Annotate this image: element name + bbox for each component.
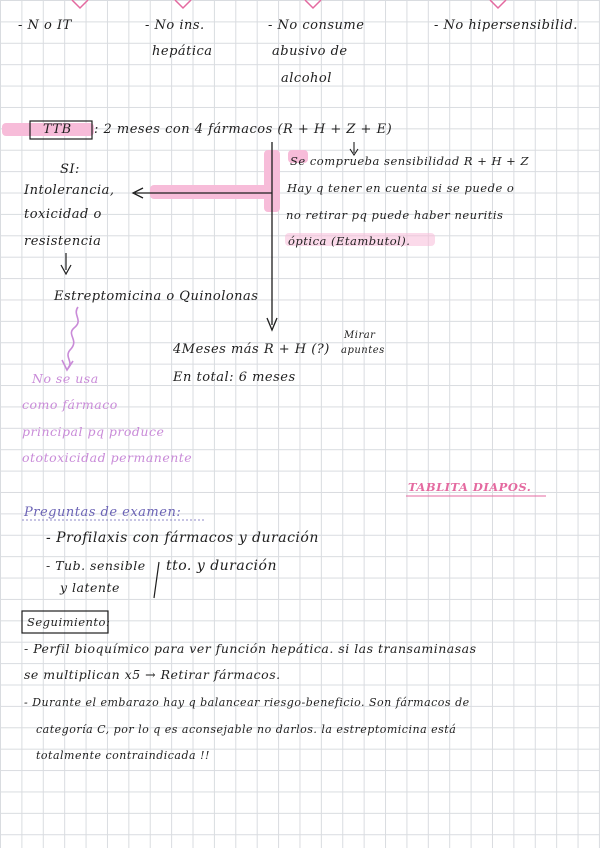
right-line-3: no retirar pq puede haber neuritis	[286, 208, 504, 222]
no-consume-3: alcohol	[281, 71, 332, 86]
total-line: En total: 6 meses	[173, 370, 296, 385]
note-line-4: ototoxicidad permanente	[22, 450, 193, 465]
ttb-label: TTB	[43, 122, 72, 137]
seg-p1-line-2: se multiplican x5 → Retirar fármacos.	[24, 667, 281, 682]
no-consume-2: abusivo de	[272, 44, 348, 59]
squiggle-arrow-head	[62, 360, 73, 370]
arrow-fragment-4	[490, 0, 506, 8]
no-ins-1: - No ins.	[145, 18, 205, 33]
right-line-4: óptica (Etambutol).	[288, 234, 411, 248]
arrow-fragment-1	[72, 0, 88, 8]
arrow-fragment-2	[175, 0, 191, 8]
no-ins-2: hepática	[152, 44, 213, 59]
right-line-2: Hay q tener en cuenta si se puede o	[287, 181, 515, 195]
tablita-diapos: TABLITA DIAPOS.	[408, 480, 532, 494]
preguntas-item-2: - Tub. sensible	[46, 558, 146, 573]
seg-p1-line-1: - Perfil bioquímico para ver función hepática. si las transaminasas	[24, 641, 477, 656]
si-label: SI:	[60, 162, 80, 177]
si-line-3: resistencia	[24, 234, 102, 249]
si-line-1: Intolerancia,	[24, 183, 115, 198]
seg-p2-line-1: - Durante el embarazo hay q balancear riesgo-beneficio. Son fármacos de	[24, 696, 470, 709]
preguntas-trat: tto. y duración	[166, 558, 277, 574]
bracket-slash	[154, 562, 159, 598]
note-line-3: principal pq produce	[22, 424, 165, 439]
seg-p2-line-3: totalmente contraindicada !!	[36, 749, 210, 762]
no-consume-1: - No consume	[268, 18, 365, 33]
right-line-1: Se comprueba sensibilidad R + H + Z	[290, 154, 529, 168]
note-line-1: No se usa	[32, 371, 99, 386]
no-it: - N o IT	[18, 18, 72, 33]
preguntas-item-1: - Profilaxis con fármacos y duración	[46, 530, 319, 546]
note-line-2: como fármaco	[22, 397, 118, 412]
ttb-text: : 2 meses con 4 fármacos (R + H + Z + E)	[94, 122, 393, 137]
arrow-fragment-3	[305, 0, 321, 8]
mirar-1: Mirar	[344, 330, 376, 341]
seg-p2-line-2: categoría C, por lo q es aconsejable no darlos. la estreptomicina está	[36, 723, 457, 736]
seguimiento-title: Seguimiento:	[27, 615, 111, 629]
preguntas-title: Preguntas de examen:	[24, 505, 182, 520]
no-hiper: - No hipersensibilid.	[434, 18, 578, 33]
si-line-2: toxicidad o	[24, 207, 102, 222]
alt-treatment: Estreptomicina o Quinolonas	[54, 289, 259, 304]
squiggle-arrow	[68, 307, 78, 368]
preguntas-item-3: y latente	[60, 580, 120, 595]
result-line: 4Meses más R + H (?)	[173, 342, 330, 357]
mirar-2: apuntes	[341, 345, 385, 356]
